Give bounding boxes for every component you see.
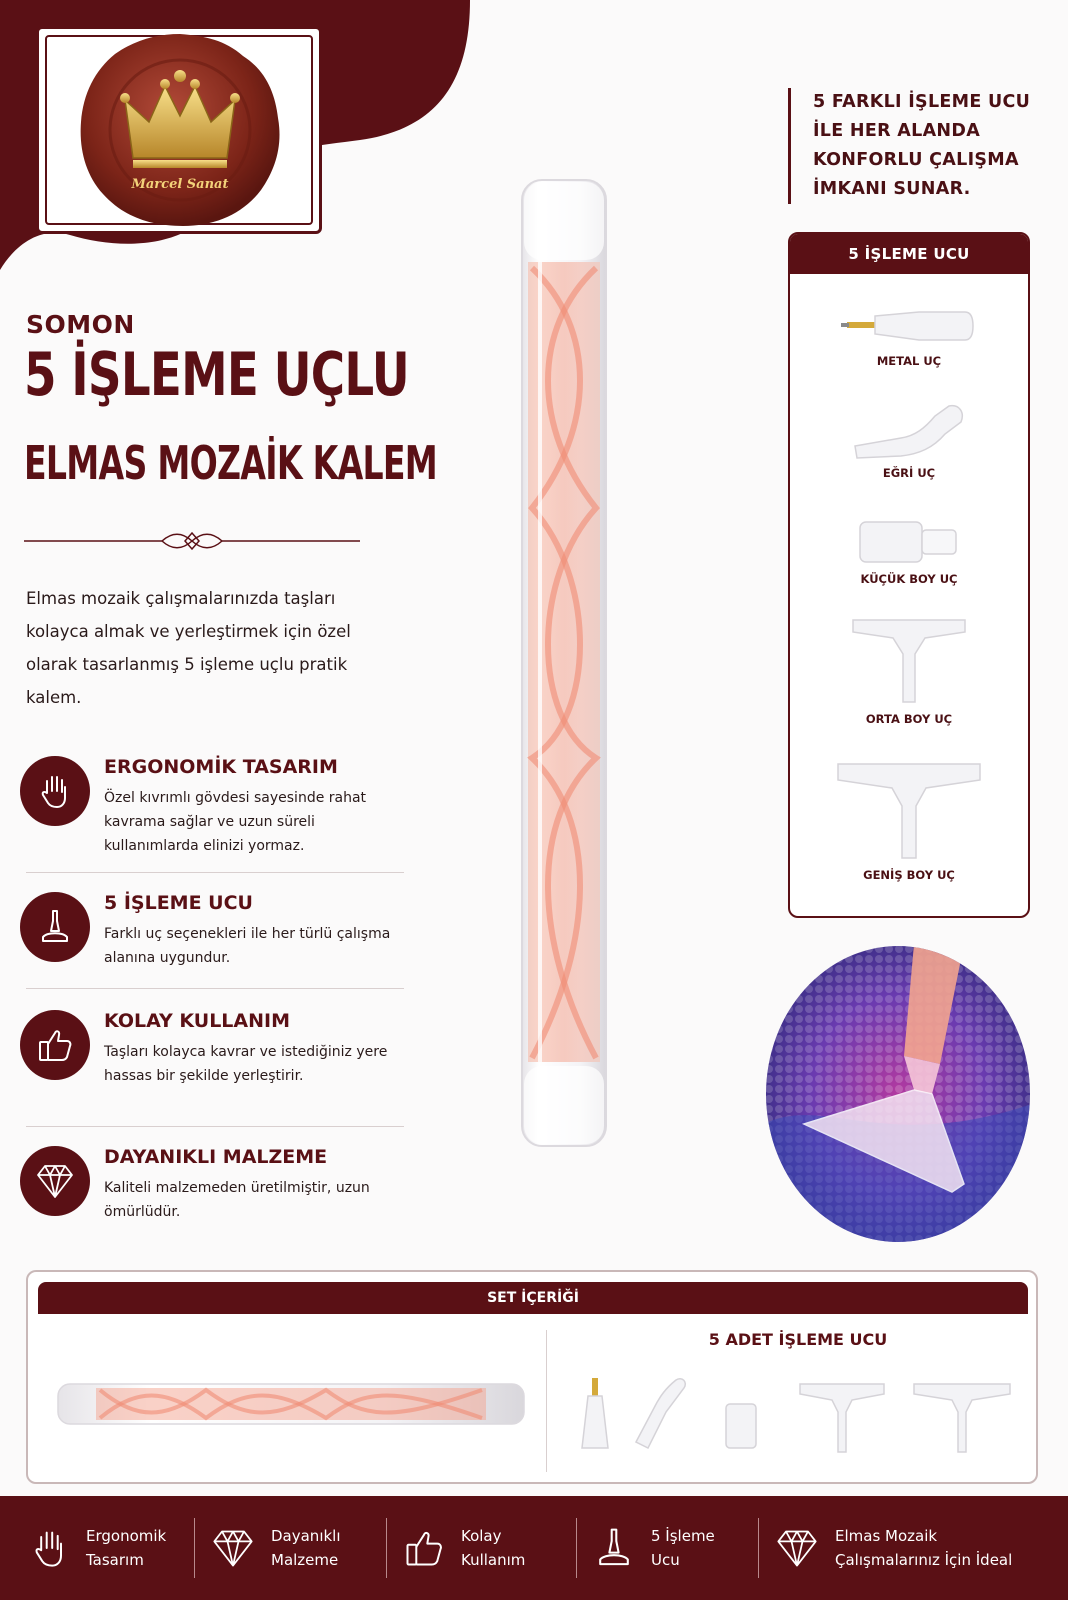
bottom-features-band — [0, 1496, 1068, 1600]
intro-text: Elmas mozaik çalışmalarınızda taşları kolayca almak ve yerleştirmek için özel olarak tasarlanmış 5 işleme uçlu pratik kalem. — [26, 589, 351, 707]
set-tips-title: 5 ADET İŞLEME UCU — [708, 1330, 888, 1349]
product-color: SOMON — [26, 310, 135, 339]
logo-text: Marcel Sanat — [131, 177, 229, 192]
tagline-line-3: KONFORLU ÇALIŞMA — [813, 150, 1019, 170]
metal-tip-image — [839, 304, 979, 348]
tip-metal — [790, 304, 1028, 368]
tagline-line-2: İLE HER ALANDA — [813, 121, 981, 141]
feature-title: 5 İŞLEME UCU — [104, 892, 253, 914]
set-pen-image — [56, 1380, 526, 1428]
tip-label: EĞRİ UÇ — [882, 466, 936, 480]
product-title-line-2: ELMAS MOZAİK KALEM — [24, 436, 438, 490]
wide-tip-image — [834, 758, 984, 862]
tip-label: METAL UÇ — [876, 354, 942, 368]
tagline-line-1: 5 FARKLI İŞLEME UCU — [813, 92, 1031, 112]
tip-small — [790, 518, 1028, 586]
feature-desc: Kaliteli malzemeden üretilmiştir, uzun ömürlüdür. — [104, 1180, 370, 1220]
thumbs-up-icon — [20, 1010, 90, 1080]
feature-divider — [26, 1126, 404, 1127]
tagline — [788, 88, 1048, 204]
thumbs-up-icon — [401, 1526, 447, 1570]
band-label: 5 İşleme Ucu — [651, 1527, 715, 1569]
diamond-icon — [773, 1526, 821, 1570]
band-item-durable — [194, 1518, 386, 1578]
curved-tip-image — [849, 402, 969, 460]
tip-medium — [790, 614, 1028, 726]
feature-divider — [26, 872, 404, 873]
band-label: Elmas Mozaik Çalışmalarınız İçin İdeal — [835, 1527, 1013, 1569]
band-label: Dayanıklı Malzeme — [271, 1527, 341, 1569]
band-label: Kolay Kullanım — [461, 1527, 526, 1569]
band-item-tips — [576, 1518, 758, 1578]
tips-panel — [788, 232, 1030, 918]
set-tips-image — [562, 1368, 1032, 1478]
feature-title: KOLAY KULLANIM — [104, 1010, 291, 1032]
pen-tip-icon — [20, 892, 90, 962]
tip-label: KÜÇÜK BOY UÇ — [860, 572, 958, 586]
feature-title: DAYANIKLI MALZEME — [104, 1146, 328, 1168]
tagline-line-4: İMKANI SUNAR. — [813, 179, 971, 199]
set-contents-header: SET İÇERİĞİ — [38, 1282, 1028, 1314]
ornament-divider — [24, 526, 360, 556]
diamond-icon — [20, 1146, 90, 1216]
feature-title: ERGONOMİK TASARIM — [104, 756, 338, 778]
medium-tip-image — [849, 614, 969, 706]
small-tip-image — [854, 518, 964, 566]
hand-icon — [20, 756, 90, 826]
set-contents-box — [26, 1270, 1038, 1484]
product-pen-image — [516, 178, 612, 1150]
band-label: Ergonomik Tasarım — [86, 1527, 167, 1569]
logo-seal — [75, 30, 285, 230]
feature-desc: Farklı uç seçenekleri ile her türlü çalışma alanına uygundur. — [104, 926, 391, 966]
feature-divider — [26, 988, 404, 989]
band-item-ergonomic — [0, 1518, 194, 1578]
set-divider — [546, 1330, 547, 1472]
diamond-icon — [209, 1526, 257, 1570]
tip-curved — [790, 402, 1028, 480]
tip-label: GENİŞ BOY UÇ — [863, 868, 955, 882]
feature-desc: Özel kıvrımlı gövdesi sayesinde rahat kavrama sağlar ve uzun süreli kullanımlarda elinizi yormaz. — [104, 790, 367, 854]
product-title-line-1: 5 İŞLEME UÇLU — [24, 340, 409, 410]
pen-tip-icon — [591, 1525, 637, 1571]
hand-icon — [28, 1526, 72, 1570]
feature-desc: Taşları kolayca kavrar ve istediğiniz yere hassas bir şekilde yerleştirir. — [104, 1044, 388, 1084]
tip-label: ORTA BOY UÇ — [865, 712, 953, 726]
band-item-easy-use — [386, 1518, 576, 1578]
beads-closeup-image — [764, 944, 1032, 1244]
band-item-diamond-art — [758, 1518, 1068, 1578]
tip-wide — [790, 758, 1028, 882]
tips-panel-header: 5 İŞLEME UCU — [790, 234, 1028, 274]
